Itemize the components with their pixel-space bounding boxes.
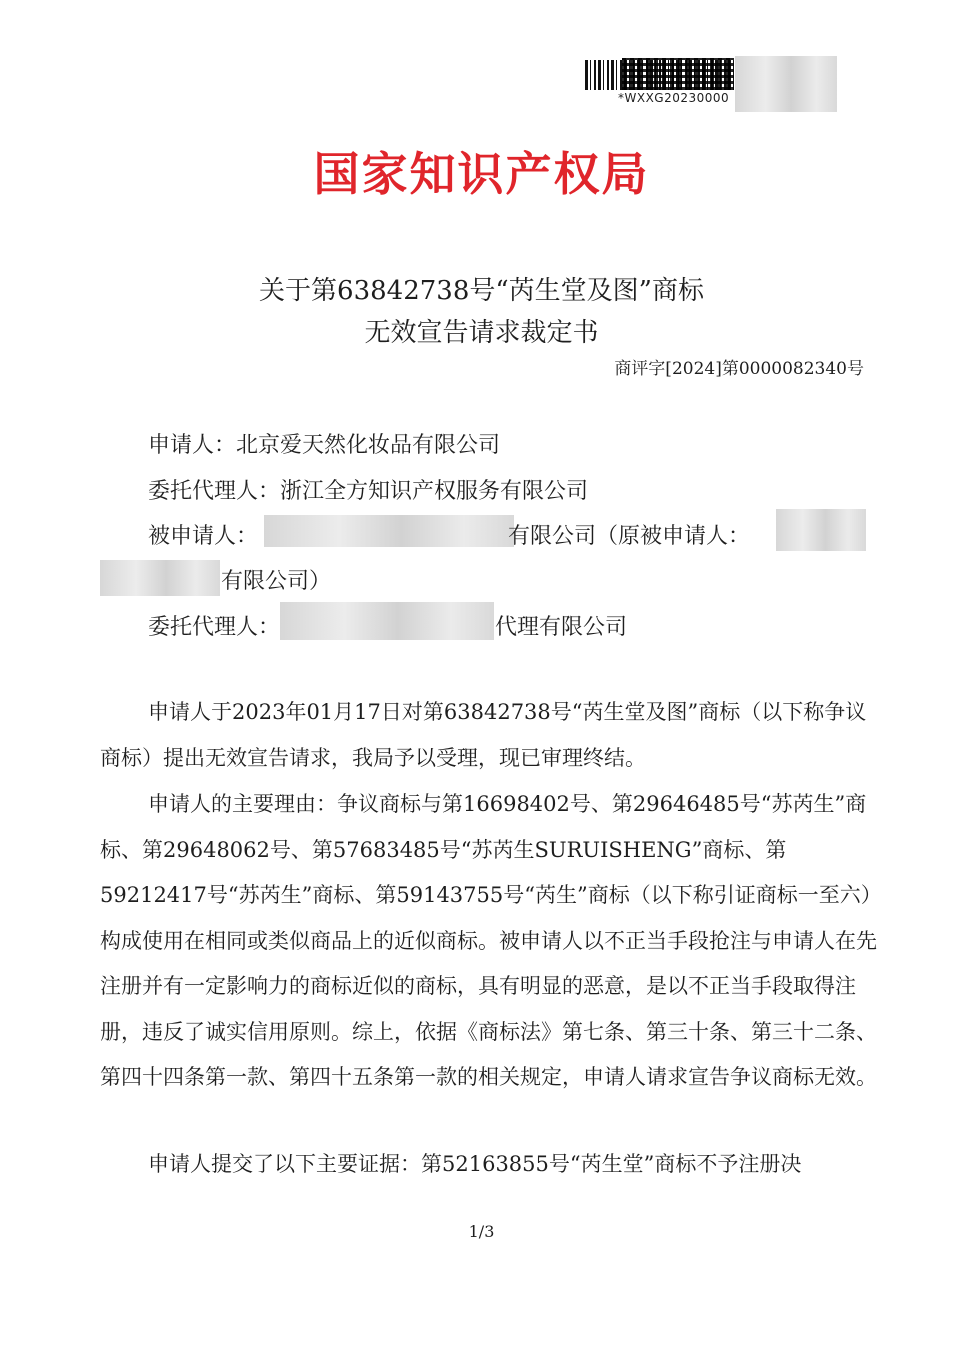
- redacted-original-respondent: [776, 509, 866, 551]
- applicant-agent: 委托代理人：浙江全方知识产权服务有限公司: [148, 479, 589, 504]
- document-number: 商评字[2024]第0000082340号: [614, 359, 864, 379]
- respondent-agent-visible: 代理有限公司: [495, 615, 628, 640]
- document-title-line1: 关于第63842738号“芮生堂及图”商标: [259, 276, 704, 306]
- qr-code: [622, 58, 734, 90]
- respondent-agent-label: 委托代理人：: [148, 615, 281, 640]
- redacted-barcode-area: [735, 56, 837, 112]
- respondent-visible: 有限公司（原被申请人：: [508, 524, 751, 549]
- agency-name: 国家知识产权局: [313, 147, 650, 201]
- redacted-respondent-agent: [280, 602, 494, 640]
- body-paragraph-2: 申请人的主要理由：争议商标与第16698402号、第29646485号“苏芮生”商标、第29648062号、第57683485号“苏芮生SURUISHENG”商标、第59212417号“苏芮生”商标、第59143755号“芮生”商标（以下称引证商标一至六）构成使用在相同或类似商品上的近似商标。被申请人以不正当手段抢注与申请人在先注册并有一定影响力的商标近似的商标，具有明显的恶意，是以不正当手段取得注册，违反了诚实信用原则。综上，依据《商标法》第七条、第三十条、第三十二条、第四十四条第一款、第四十五条第一款的相关规定，申请人请求宣告争议商标无效。: [100, 792, 877, 1089]
- redacted-respondent-name: [264, 515, 514, 547]
- body-paragraph-3: 申请人提交了以下主要证据：第52163855号“芮生堂”商标不予注册决: [148, 1152, 802, 1176]
- document-title-line2: 无效宣告请求裁定书: [364, 318, 599, 348]
- barcode-number: *WXXG20230000: [618, 91, 730, 105]
- body-paragraph-1: 申请人于2023年01月17日对第63842738号“芮生堂及图”商标（以下称争议商标）提出无效宣告请求，我局予以受理，现已审理终结。: [100, 700, 867, 770]
- respondent-label: 被申请人：: [148, 524, 259, 549]
- redacted-original-respondent-line2: [100, 560, 220, 596]
- applicant: 申请人：北京爱天然化妆品有限公司: [148, 433, 501, 458]
- respondent-line2: 有限公司）: [221, 569, 332, 594]
- page-number: 1/3: [468, 1222, 495, 1241]
